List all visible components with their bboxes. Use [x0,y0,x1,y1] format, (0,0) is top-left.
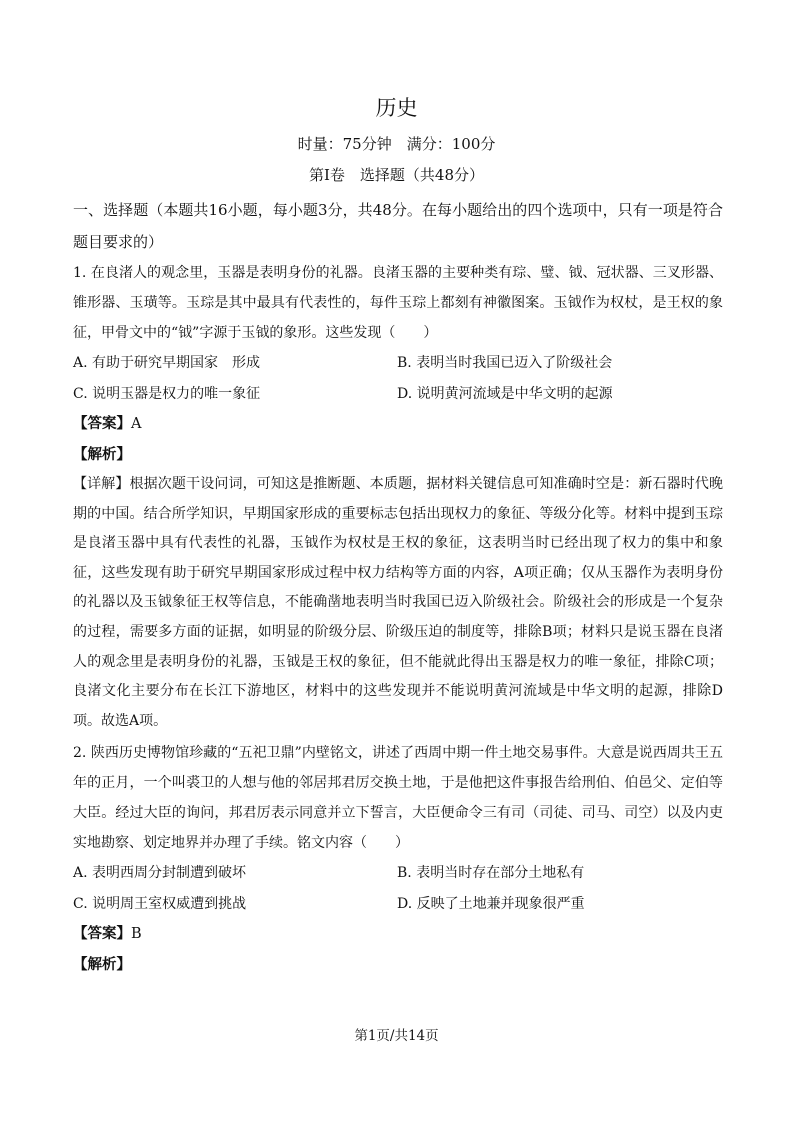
option-b: B. 表明当时存在部分土地私有 [397,865,585,882]
question-1 [73,258,723,736]
document-title: 历史 [375,96,418,120]
page-footer: 第1页/共14页 [354,1028,439,1044]
option-a: A. 有助于研究早期国家 形成 [73,355,261,371]
exam-meta: 时量：75分钟 满分：100分 [297,135,496,153]
analysis-label: 【解析】 [73,445,131,463]
option-list [73,348,723,409]
answer-label: 【答案】 [73,415,131,432]
content-body [73,194,723,980]
part-intro: 一、选择题（本题共16小题，每小题3分，共48分。在每小题给出的四个选项中，只有一项是符合题目要求的） [73,201,723,251]
option-c: C. 说明周王室权威遭到挑战 [73,895,247,912]
section-title: 第Ⅰ卷 选择题（共48分） [308,166,484,184]
answer-value: A [131,416,142,432]
analysis-label: 【解析】 [73,955,131,973]
answer-value: B [131,926,142,943]
option-b: B. 表明当时我国已迈入了阶级社会 [397,355,613,371]
answer-line [73,919,723,950]
option-a: A. 表明西周分封制遭到破坏 [73,865,247,882]
option-d: D. 反映了土地兼并现象很严重 [397,895,585,912]
answer-line [73,409,723,440]
option-d: D. 说明黄河流域是中华文明的起源 [397,385,613,402]
option-list [73,858,723,919]
detail-explanation: 【详解】根据次题干设问词，可知这是推断题、本质题，据材料关键信息可知准确时空是：新石器时代晚期的中国。结合所学知识，早期国家形成的重要标志包括出现权力的象征、等级分化等。材料中提到玉琮是良渚玉器中具有代表性的礼器，玉钺作为权杖是王权的象征，这表明当时已经出现了权力的集中和象征，这些发现有助于研究早期国家形成过程中权力结构等方面的内容，A项正确；仅从玉器作为表明身份的礼器以及玉钺象征王权等信息，不能确凿地表明当时我国已迈入阶级社会。阶级社会的形成是一个复杂的过程，需要多方面的证据，如明显的阶级分层、阶级压迫的制度等，排除B项；材料只是说玉器在良渚人的观念里是表明身份的礼器，玉钺是王权的象征，但不能就此得出玉器是权力的唯一象征，排除C项；良渚文化主要分布在长江下游地区，材料中的这些发现并不能说明黄河流域是中华文明的起源，排除D项。故选A项。 [73,476,723,729]
question-2 [73,738,723,980]
answer-label: 【答案】 [73,925,131,943]
question-stem: 2. 陕西历史博物馆珍藏的“五祀卫鼎”内壁铭文，讲述了西周中期一件土地交易事件。大意是说西周共王五年的正月，一个叫裘卫的人想与他的邻居邦君厉交换土地，于是他把这件事报告给刑伯、伯邑父、定伯等大臣。经过大臣的询问，邦君厉表示同意并立下誓言，大臣便命令三有司（司徒、司马、司空）以及内吏实地勘察、划定地界并办理了手续。铭文内容（ ） [73,745,723,852]
option-c: C. 说明玉器是权力的唯一象征 [73,385,261,402]
question-stem: 1. 在良渚人的观念里，玉器是表明身份的礼器。良渚玉器的主要种类有琮、璧、钺、冠状器、三叉形器、锥形器、玉璜等。玉琮是其中最具有代表性的，每件玉琮上都刻有神徽图案。玉钺作为权杖，是王权的象征，甲骨文中的“钺”字源于玉钺的象形。这些发现（ ） [73,265,723,341]
